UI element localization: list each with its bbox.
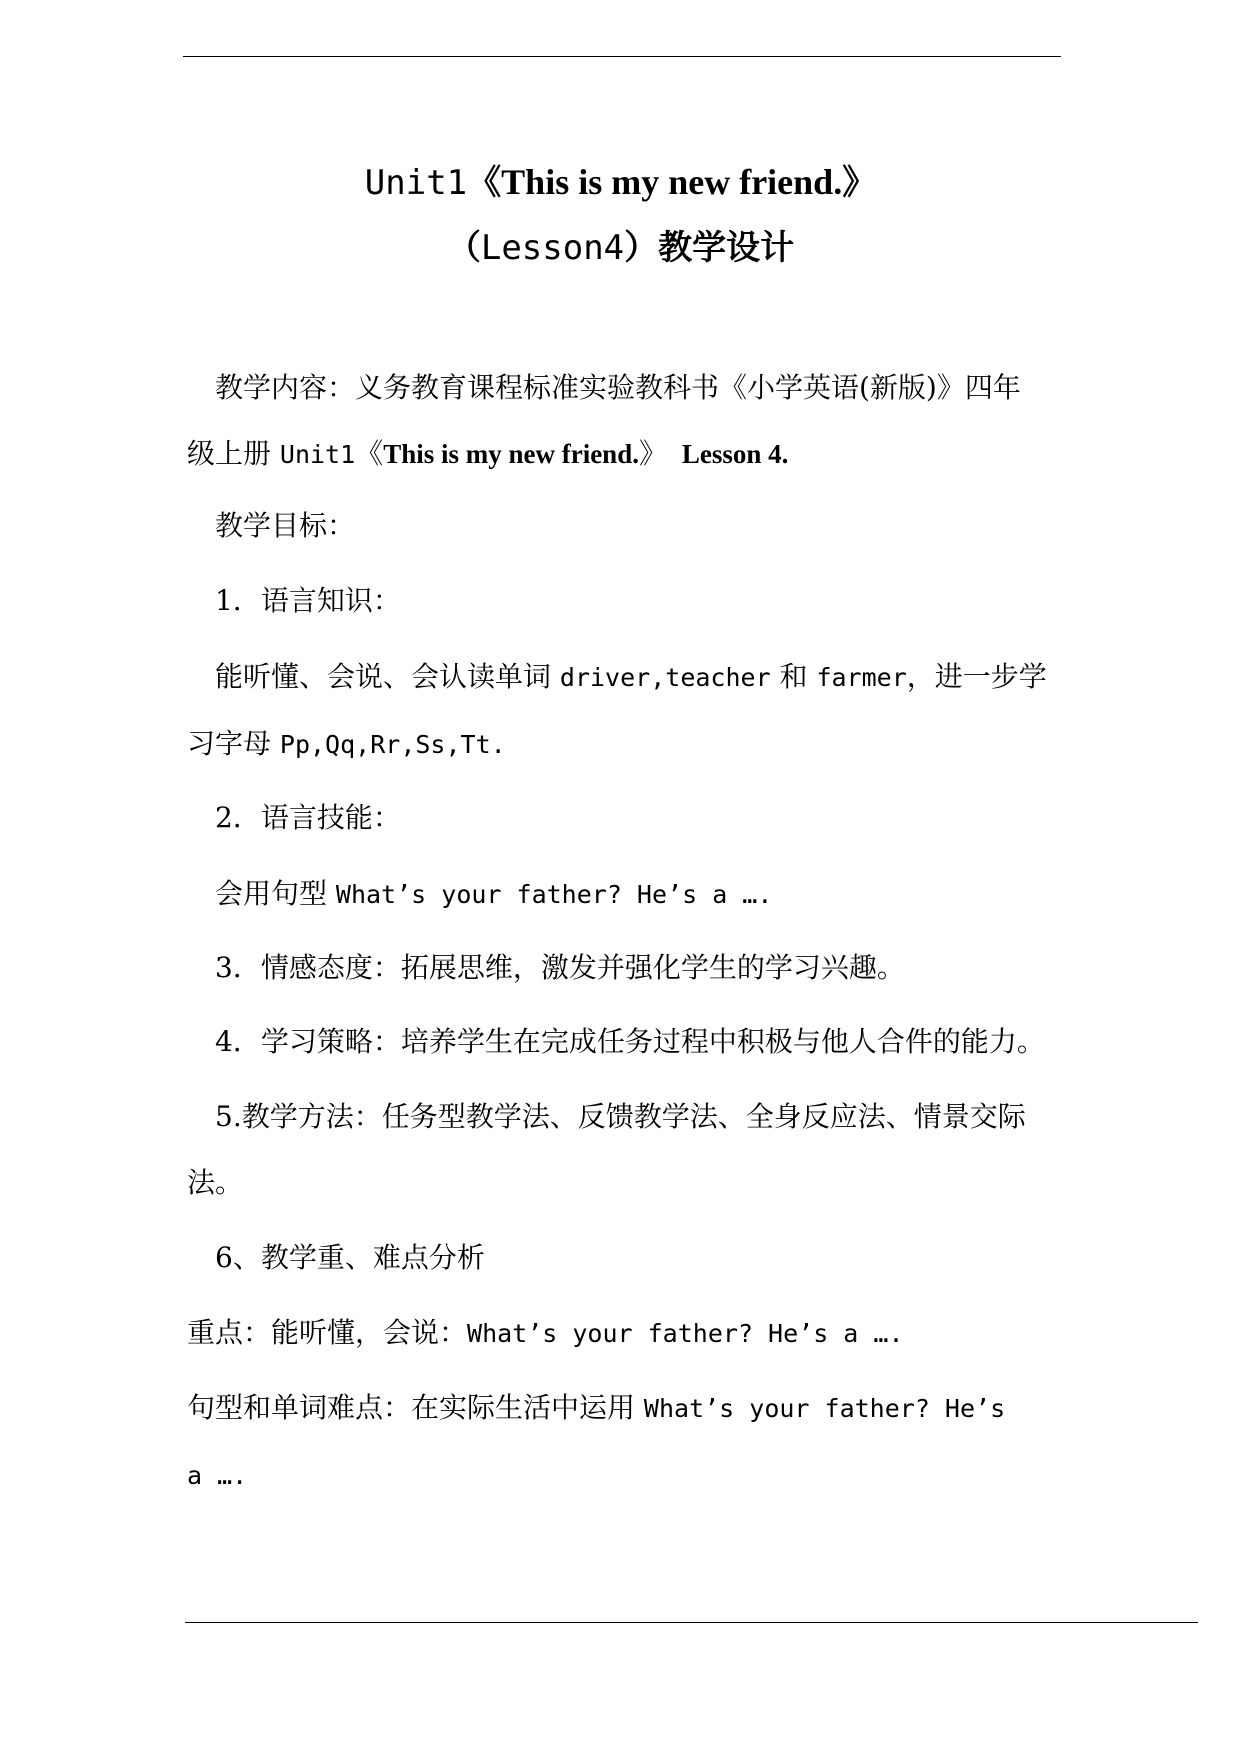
- title-book-title: This is my new friend.: [501, 162, 843, 202]
- footer-rule: [185, 1622, 1198, 1623]
- content-book-title: This is my new friend.: [383, 439, 639, 469]
- content-open-bracket: 《: [355, 437, 384, 470]
- title-open-paren: （: [446, 228, 481, 268]
- document-title-line-2: [0, 226, 1241, 270]
- objective-1-heading-text: 1．语言知识：: [215, 584, 401, 617]
- objective-3: [215, 948, 905, 988]
- key-point-pattern: What’s your father? He’s a ….: [467, 1319, 904, 1348]
- objective-1-word-3: farmer: [816, 663, 907, 692]
- objective-2-text: [215, 874, 772, 915]
- key-point-label: 重点：能听懂，会说：: [187, 1316, 468, 1349]
- key-point: [187, 1313, 904, 1354]
- title-suffix: 教学设计: [658, 228, 795, 268]
- objective-2-heading: [215, 798, 401, 838]
- objective-1-words: driver,teacher: [559, 663, 771, 692]
- objective-5-line-1: [215, 1097, 1026, 1137]
- content-line-2: [187, 434, 788, 475]
- objective-4: [215, 1022, 1045, 1062]
- title-unit: Unit1: [364, 163, 468, 203]
- header-rule: [183, 56, 1061, 57]
- title-close-paren: ）: [624, 228, 659, 268]
- objective-1-text-c: ，进一步学: [906, 660, 1047, 693]
- content-close-bracket: 》: [638, 437, 676, 470]
- title-close-bracket: 》: [842, 163, 877, 203]
- objectives-heading-text: 教学目标：: [215, 509, 356, 542]
- objective-1-text-a: 能听懂、会说、会认读单词: [215, 660, 560, 693]
- objective-1-letters: Pp,Qq,Rr,Ss,Tt.: [279, 730, 506, 759]
- content-lesson: Lesson 4.: [681, 439, 789, 469]
- objective-1-text-b: 和: [770, 660, 817, 693]
- objective-2-pattern: What’s your father? He’s a ….: [335, 880, 773, 909]
- objective-6-heading-text: 6、教学重、难点分析: [215, 1241, 485, 1274]
- title-lesson: Lesson4: [480, 228, 625, 268]
- objectives-heading: [215, 506, 355, 546]
- content-unit: Unit1: [279, 440, 356, 469]
- difficult-point-line-2: [187, 1455, 247, 1496]
- document-title-line-1: [0, 160, 1241, 205]
- objective-5-text-a: 5.教学方法：任务型教学法、反馈教学法、全身反应法、情景交际: [215, 1100, 1026, 1133]
- content-grade: 级上册: [187, 437, 280, 470]
- difficult-point-label: 句型和单词难点：在实际生活中运用: [187, 1391, 644, 1424]
- content-label: 教学内容：义务教育课程标准实验教科书《小学英语(新版)》四年: [215, 371, 1021, 404]
- difficult-point-pattern-b: a ….: [187, 1461, 248, 1490]
- objective-5-line-2: [187, 1163, 243, 1203]
- objective-1-text-d: 习字母: [187, 727, 280, 760]
- objective-3-text: 3．情感态度：拓展思维，激发并强化学生的学习兴趣。: [215, 951, 905, 984]
- objective-2-text-a: 会用句型: [215, 877, 336, 910]
- content-line-1: [215, 368, 1021, 408]
- objective-1-heading: [215, 581, 401, 621]
- difficult-point-pattern-a: What’s your father? He’s: [643, 1394, 1006, 1423]
- objective-1-text-line-2: [187, 724, 506, 765]
- objective-1-text-line-1: [215, 657, 1047, 698]
- title-open-bracket: 《: [467, 163, 502, 203]
- objective-5-text-b: 法。: [187, 1166, 244, 1199]
- objective-4-text: 4．学习策略：培养学生在完成任务过程中积极与他人合件的能力。: [215, 1025, 1045, 1058]
- difficult-point-line-1: [187, 1388, 1005, 1429]
- objective-2-heading-text: 2．语言技能：: [215, 801, 401, 834]
- objective-6-heading: [215, 1238, 485, 1278]
